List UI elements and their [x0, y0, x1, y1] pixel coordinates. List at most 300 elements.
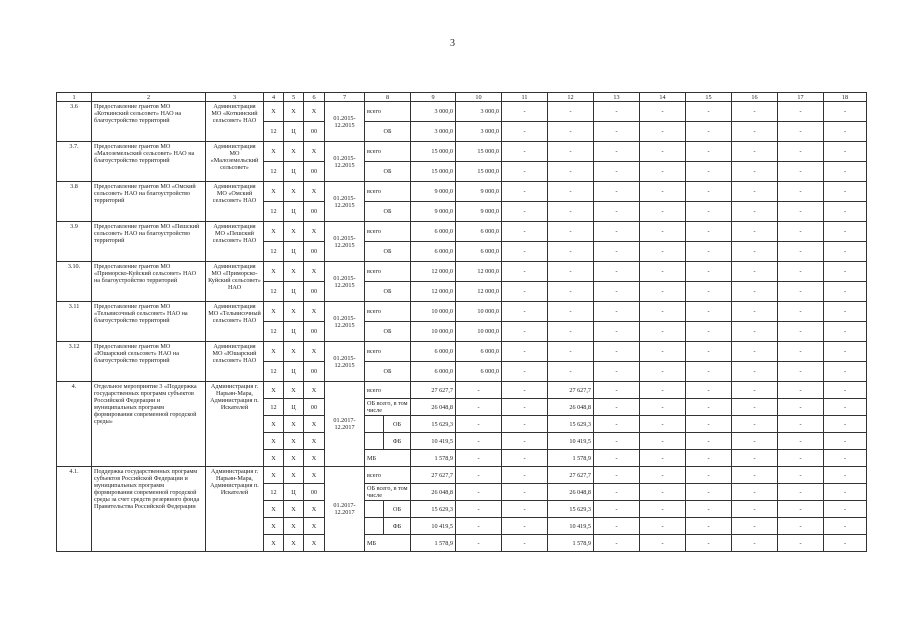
amount-cell: -: [686, 222, 732, 242]
amount-cell: -: [732, 262, 778, 282]
period-cell: 01.2015-12.2015: [325, 102, 365, 142]
amount-cell: -: [778, 342, 824, 362]
code-cell: Х: [304, 142, 325, 162]
amount-cell: -: [824, 518, 867, 535]
code-cell: 00: [304, 162, 325, 182]
code-cell: Х: [304, 342, 325, 362]
amount-cell: -: [594, 142, 640, 162]
amount-cell: -: [686, 302, 732, 322]
amount-cell: -: [732, 102, 778, 122]
amount-cell: -: [778, 102, 824, 122]
amount-cell: -: [686, 322, 732, 342]
code-cell: Х: [284, 433, 304, 450]
funding-source: всего: [365, 182, 411, 202]
executor: Администрация г. Нарьян-Мара, Администрация п. Искателей: [206, 382, 264, 467]
amount-cell: -: [778, 162, 824, 182]
amount-cell: -: [502, 416, 548, 433]
amount-cell: 9 000,0: [456, 182, 502, 202]
column-header: 17: [778, 93, 824, 102]
amount-cell: -: [732, 322, 778, 342]
amount-cell: 27 627,7: [548, 467, 594, 484]
funding-source: всего: [365, 142, 411, 162]
amount-cell: 6 000,0: [411, 342, 456, 362]
amount-cell: 3 000,0: [411, 122, 456, 142]
funding-source: ОБ всего, в том числе: [365, 484, 411, 501]
amount-cell: -: [640, 518, 686, 535]
column-header: 13: [594, 93, 640, 102]
amount-cell: 3 000,0: [411, 102, 456, 122]
code-cell: Х: [264, 342, 284, 362]
amount-cell: -: [824, 484, 867, 501]
amount-cell: 6 000,0: [456, 362, 502, 382]
code-cell: 00: [304, 322, 325, 342]
amount-cell: -: [548, 282, 594, 302]
code-cell: 00: [304, 362, 325, 382]
funding-source: всего: [365, 102, 411, 122]
funding-source: всего: [365, 222, 411, 242]
amount-cell: -: [824, 302, 867, 322]
amount-cell: -: [594, 467, 640, 484]
row-number: 3.10.: [57, 262, 92, 302]
code-cell: Х: [284, 382, 304, 399]
amount-cell: -: [778, 535, 824, 552]
funding-source: ОБ: [365, 162, 411, 182]
amount-cell: -: [502, 222, 548, 242]
column-header: 4: [264, 93, 284, 102]
row-number: 3.6: [57, 102, 92, 142]
period-cell: 01.2017-12.2017: [325, 467, 365, 552]
amount-cell: 27 627,7: [411, 467, 456, 484]
code-cell: 00: [304, 282, 325, 302]
amount-cell: -: [548, 182, 594, 202]
amount-cell: -: [640, 182, 686, 202]
amount-cell: 15 000,0: [456, 142, 502, 162]
amount-cell: -: [640, 302, 686, 322]
amount-cell: -: [686, 262, 732, 282]
amount-cell: -: [824, 202, 867, 222]
amount-cell: -: [594, 450, 640, 467]
code-cell: Х: [304, 182, 325, 202]
column-header: 18: [824, 93, 867, 102]
activity-name: Предоставление грантов МО «Коткинский сельсовет» НАО на благоустройство территорий: [92, 102, 206, 142]
code-cell: Х: [284, 262, 304, 282]
amount-cell: -: [732, 122, 778, 142]
column-header: 9: [411, 93, 456, 102]
amount-cell: -: [732, 535, 778, 552]
code-cell: Х: [284, 501, 304, 518]
code-cell: Ц: [284, 322, 304, 342]
funding-source-label: ФБ: [392, 437, 402, 445]
code-cell: 12: [264, 399, 284, 416]
amount-cell: -: [824, 322, 867, 342]
code-cell: 00: [304, 399, 325, 416]
code-cell: Х: [264, 535, 284, 552]
amount-cell: -: [456, 450, 502, 467]
amount-cell: -: [548, 262, 594, 282]
amount-cell: -: [732, 342, 778, 362]
amount-cell: -: [778, 416, 824, 433]
period-cell: 01.2017-12.2017: [325, 382, 365, 467]
period-cell: 01.2015-12.2015: [325, 222, 365, 262]
amount-cell: -: [824, 222, 867, 242]
code-cell: Х: [304, 416, 325, 433]
amount-cell: -: [824, 362, 867, 382]
amount-cell: -: [502, 399, 548, 416]
amount-cell: -: [824, 162, 867, 182]
amount-cell: 15 629,3: [548, 416, 594, 433]
code-cell: Х: [264, 302, 284, 322]
amount-cell: -: [640, 102, 686, 122]
row-number: 4.1.: [57, 467, 92, 552]
amount-cell: -: [548, 242, 594, 262]
code-cell: 12: [264, 202, 284, 222]
amount-cell: -: [594, 162, 640, 182]
amount-cell: -: [686, 202, 732, 222]
amount-cell: -: [824, 182, 867, 202]
amount-cell: -: [640, 322, 686, 342]
amount-cell: -: [456, 518, 502, 535]
column-header: 14: [640, 93, 686, 102]
amount-cell: -: [778, 262, 824, 282]
amount-cell: 15 629,3: [548, 501, 594, 518]
amount-cell: -: [824, 450, 867, 467]
period-cell: 01.2015-12.2015: [325, 182, 365, 222]
amount-cell: 12 000,0: [411, 262, 456, 282]
row-number: 4.: [57, 382, 92, 467]
period-cell: 01.2015-12.2015: [325, 302, 365, 342]
amount-cell: 10 419,5: [548, 518, 594, 535]
amount-cell: -: [778, 467, 824, 484]
code-cell: 12: [264, 484, 284, 501]
amount-cell: -: [640, 467, 686, 484]
amount-cell: -: [640, 501, 686, 518]
funding-source: всего: [365, 302, 411, 322]
amount-cell: 27 627,7: [548, 382, 594, 399]
period-cell: 01.2015-12.2015: [325, 342, 365, 382]
amount-cell: -: [594, 202, 640, 222]
code-cell: Х: [284, 142, 304, 162]
amount-cell: -: [548, 142, 594, 162]
funding-source: всего: [365, 382, 411, 399]
amount-cell: -: [456, 501, 502, 518]
amount-cell: -: [548, 222, 594, 242]
activity-name: Поддержка государственных программ субъектов Российской Федерации и муниципальных программ формирования современной городской среды за счет средств резервного фонда Правительства Российской Федерации: [92, 467, 206, 552]
funding-source: всего: [365, 467, 411, 484]
amount-cell: -: [594, 102, 640, 122]
amount-cell: -: [502, 282, 548, 302]
code-cell: Ц: [284, 399, 304, 416]
funding-source: МБ: [365, 535, 411, 552]
column-header: 6: [304, 93, 325, 102]
amount-cell: -: [732, 142, 778, 162]
code-cell: Ц: [284, 162, 304, 182]
column-header: 15: [686, 93, 732, 102]
amount-cell: -: [456, 433, 502, 450]
amount-cell: -: [778, 362, 824, 382]
amount-cell: 12 000,0: [456, 262, 502, 282]
column-header: 3: [206, 93, 264, 102]
code-cell: Х: [264, 382, 284, 399]
code-cell: Х: [264, 416, 284, 433]
row-number: 3.9: [57, 222, 92, 262]
amount-cell: -: [594, 399, 640, 416]
amount-cell: -: [686, 450, 732, 467]
amount-cell: 10 000,0: [456, 322, 502, 342]
code-cell: Х: [304, 450, 325, 467]
code-cell: Х: [304, 467, 325, 484]
amount-cell: -: [594, 282, 640, 302]
code-cell: 00: [304, 484, 325, 501]
amount-cell: -: [456, 399, 502, 416]
amount-cell: -: [502, 182, 548, 202]
amount-cell: 6 000,0: [411, 362, 456, 382]
column-header: 5: [284, 93, 304, 102]
amount-cell: -: [640, 484, 686, 501]
amount-cell: -: [778, 433, 824, 450]
executor: Администрация МО «Приморско-Куйский сельсовет» НАО: [206, 262, 264, 302]
amount-cell: -: [502, 362, 548, 382]
activity-name: Отдельное мероприятие 3 «Поддержка государственных программ субъектов Российской Федерации и муниципальных программ формирования современной городской среды»: [92, 382, 206, 467]
amount-cell: -: [594, 342, 640, 362]
table-row: [57, 262, 867, 282]
amount-cell: -: [778, 302, 824, 322]
amount-cell: -: [548, 122, 594, 142]
code-cell: Х: [304, 382, 325, 399]
code-cell: 00: [304, 122, 325, 142]
executor: Администрация МО «Тельвисочный сельсовет» НАО: [206, 302, 264, 342]
amount-cell: -: [778, 142, 824, 162]
amount-cell: 10 419,5: [411, 518, 456, 535]
code-cell: Х: [284, 222, 304, 242]
amount-cell: 26 048,8: [411, 399, 456, 416]
funding-source-label: ФБ: [392, 522, 402, 530]
amount-cell: -: [640, 433, 686, 450]
amount-cell: -: [686, 501, 732, 518]
amount-cell: 10 000,0: [411, 322, 456, 342]
column-header: 11: [502, 93, 548, 102]
amount-cell: -: [824, 416, 867, 433]
amount-cell: -: [502, 302, 548, 322]
amount-cell: -: [640, 342, 686, 362]
code-cell: Х: [304, 535, 325, 552]
amount-cell: -: [686, 102, 732, 122]
program-table: [56, 92, 867, 552]
code-cell: Х: [284, 518, 304, 535]
column-header: 8: [365, 93, 411, 102]
amount-cell: -: [732, 416, 778, 433]
amount-cell: -: [824, 262, 867, 282]
amount-cell: -: [686, 162, 732, 182]
code-cell: Х: [304, 433, 325, 450]
amount-cell: -: [732, 382, 778, 399]
amount-cell: -: [548, 162, 594, 182]
amount-cell: -: [640, 416, 686, 433]
row-number: 3.7.: [57, 142, 92, 182]
amount-cell: 10 000,0: [456, 302, 502, 322]
amount-cell: -: [594, 222, 640, 242]
funding-source: ОБ: [365, 322, 411, 342]
code-cell: Х: [264, 182, 284, 202]
amount-cell: -: [640, 282, 686, 302]
activity-name: Предоставление грантов МО «Омский сельсовет» НАО на благоустройство территорий: [92, 182, 206, 222]
amount-cell: -: [594, 433, 640, 450]
amount-cell: -: [594, 262, 640, 282]
code-cell: Х: [264, 433, 284, 450]
amount-cell: 6 000,0: [456, 342, 502, 362]
amount-cell: -: [594, 501, 640, 518]
amount-cell: -: [824, 467, 867, 484]
period-cell: 01.2015-12.2015: [325, 142, 365, 182]
amount-cell: -: [640, 362, 686, 382]
amount-cell: -: [686, 416, 732, 433]
amount-cell: -: [502, 484, 548, 501]
executor: Администрация МО «Омский сельсовет» НАО: [206, 182, 264, 222]
amount-cell: -: [686, 342, 732, 362]
amount-cell: -: [686, 362, 732, 382]
code-cell: 12: [264, 322, 284, 342]
amount-cell: -: [456, 467, 502, 484]
amount-cell: -: [502, 202, 548, 222]
amount-cell: -: [594, 416, 640, 433]
code-cell: Х: [304, 501, 325, 518]
code-cell: Ц: [284, 362, 304, 382]
amount-cell: 3 000,0: [456, 122, 502, 142]
amount-cell: -: [502, 342, 548, 362]
code-cell: Х: [264, 262, 284, 282]
amount-cell: 9 000,0: [411, 202, 456, 222]
amount-cell: -: [778, 202, 824, 222]
amount-cell: -: [732, 182, 778, 202]
code-cell: 12: [264, 162, 284, 182]
code-cell: Х: [304, 302, 325, 322]
executor: Администрация МО «Коткинский сельсовет» НАО: [206, 102, 264, 142]
funding-source: всего: [365, 342, 411, 362]
amount-cell: -: [732, 433, 778, 450]
amount-cell: -: [640, 399, 686, 416]
amount-cell: -: [502, 162, 548, 182]
funding-source: [365, 416, 411, 433]
table-row: [57, 382, 867, 399]
code-cell: Х: [264, 501, 284, 518]
amount-cell: -: [502, 518, 548, 535]
code-cell: Х: [304, 102, 325, 122]
amount-cell: -: [640, 222, 686, 242]
code-cell: Х: [284, 102, 304, 122]
amount-cell: 10 419,5: [548, 433, 594, 450]
amount-cell: -: [732, 467, 778, 484]
amount-cell: -: [594, 362, 640, 382]
amount-cell: -: [640, 142, 686, 162]
code-cell: Ц: [284, 282, 304, 302]
amount-cell: -: [686, 467, 732, 484]
amount-cell: -: [732, 501, 778, 518]
amount-cell: -: [686, 242, 732, 262]
amount-cell: -: [824, 399, 867, 416]
amount-cell: -: [686, 282, 732, 302]
code-cell: 12: [264, 122, 284, 142]
code-cell: Х: [264, 142, 284, 162]
amount-cell: -: [686, 535, 732, 552]
code-cell: 12: [264, 242, 284, 262]
activity-name: Предоставление грантов МО «Малоземельский сельсовет» НАО на благоустройство территорий: [92, 142, 206, 182]
amount-cell: -: [732, 242, 778, 262]
amount-cell: 6 000,0: [456, 222, 502, 242]
code-cell: Х: [304, 262, 325, 282]
code-cell: Х: [284, 342, 304, 362]
funding-source: МБ: [365, 450, 411, 467]
amount-cell: -: [686, 182, 732, 202]
code-cell: Ц: [284, 484, 304, 501]
amount-cell: -: [824, 501, 867, 518]
amount-cell: -: [594, 535, 640, 552]
amount-cell: -: [686, 518, 732, 535]
amount-cell: 26 048,8: [548, 484, 594, 501]
amount-cell: -: [640, 535, 686, 552]
amount-cell: 3 000,0: [456, 102, 502, 122]
code-cell: 00: [304, 202, 325, 222]
amount-cell: -: [778, 382, 824, 399]
amount-cell: -: [732, 162, 778, 182]
code-cell: Х: [264, 518, 284, 535]
amount-cell: -: [594, 322, 640, 342]
amount-cell: 9 000,0: [456, 202, 502, 222]
amount-cell: -: [502, 382, 548, 399]
funding-source: ОБ: [365, 282, 411, 302]
funding-source: ОБ: [365, 362, 411, 382]
code-cell: Х: [284, 182, 304, 202]
amount-cell: -: [640, 382, 686, 399]
code-cell: Ц: [284, 202, 304, 222]
amount-cell: -: [824, 242, 867, 262]
amount-cell: -: [594, 518, 640, 535]
executor: Администрация г. Нарьян-Мара, Администрация п. Искателей: [206, 467, 264, 552]
amount-cell: -: [732, 484, 778, 501]
amount-cell: -: [548, 362, 594, 382]
header-row: [57, 93, 867, 102]
amount-cell: -: [502, 501, 548, 518]
amount-cell: 1 578,9: [411, 535, 456, 552]
amount-cell: 12 000,0: [456, 282, 502, 302]
amount-cell: -: [732, 518, 778, 535]
activity-name: Предоставление грантов МО «Приморско-Куйский сельсовет» НАО на благоустройство территорий: [92, 262, 206, 302]
code-cell: Х: [264, 102, 284, 122]
funding-source-label: ОБ: [392, 505, 402, 513]
amount-cell: 10 000,0: [411, 302, 456, 322]
amount-cell: -: [778, 484, 824, 501]
amount-cell: -: [732, 399, 778, 416]
amount-cell: 15 629,3: [411, 416, 456, 433]
amount-cell: -: [824, 142, 867, 162]
funding-source: ОБ: [365, 242, 411, 262]
row-number: 3.12: [57, 342, 92, 382]
code-cell: Х: [284, 450, 304, 467]
amount-cell: -: [594, 302, 640, 322]
amount-cell: -: [824, 382, 867, 399]
amount-cell: -: [548, 302, 594, 322]
amount-cell: 6 000,0: [456, 242, 502, 262]
amount-cell: -: [594, 382, 640, 399]
amount-cell: -: [824, 122, 867, 142]
amount-cell: -: [594, 122, 640, 142]
row-number: 3.11: [57, 302, 92, 342]
table-row: [57, 342, 867, 362]
amount-cell: -: [778, 399, 824, 416]
amount-cell: -: [778, 242, 824, 262]
amount-cell: -: [732, 362, 778, 382]
amount-cell: -: [640, 262, 686, 282]
executor: Администрация МО «Юшарский сельсовет» НАО: [206, 342, 264, 382]
code-cell: 00: [304, 242, 325, 262]
